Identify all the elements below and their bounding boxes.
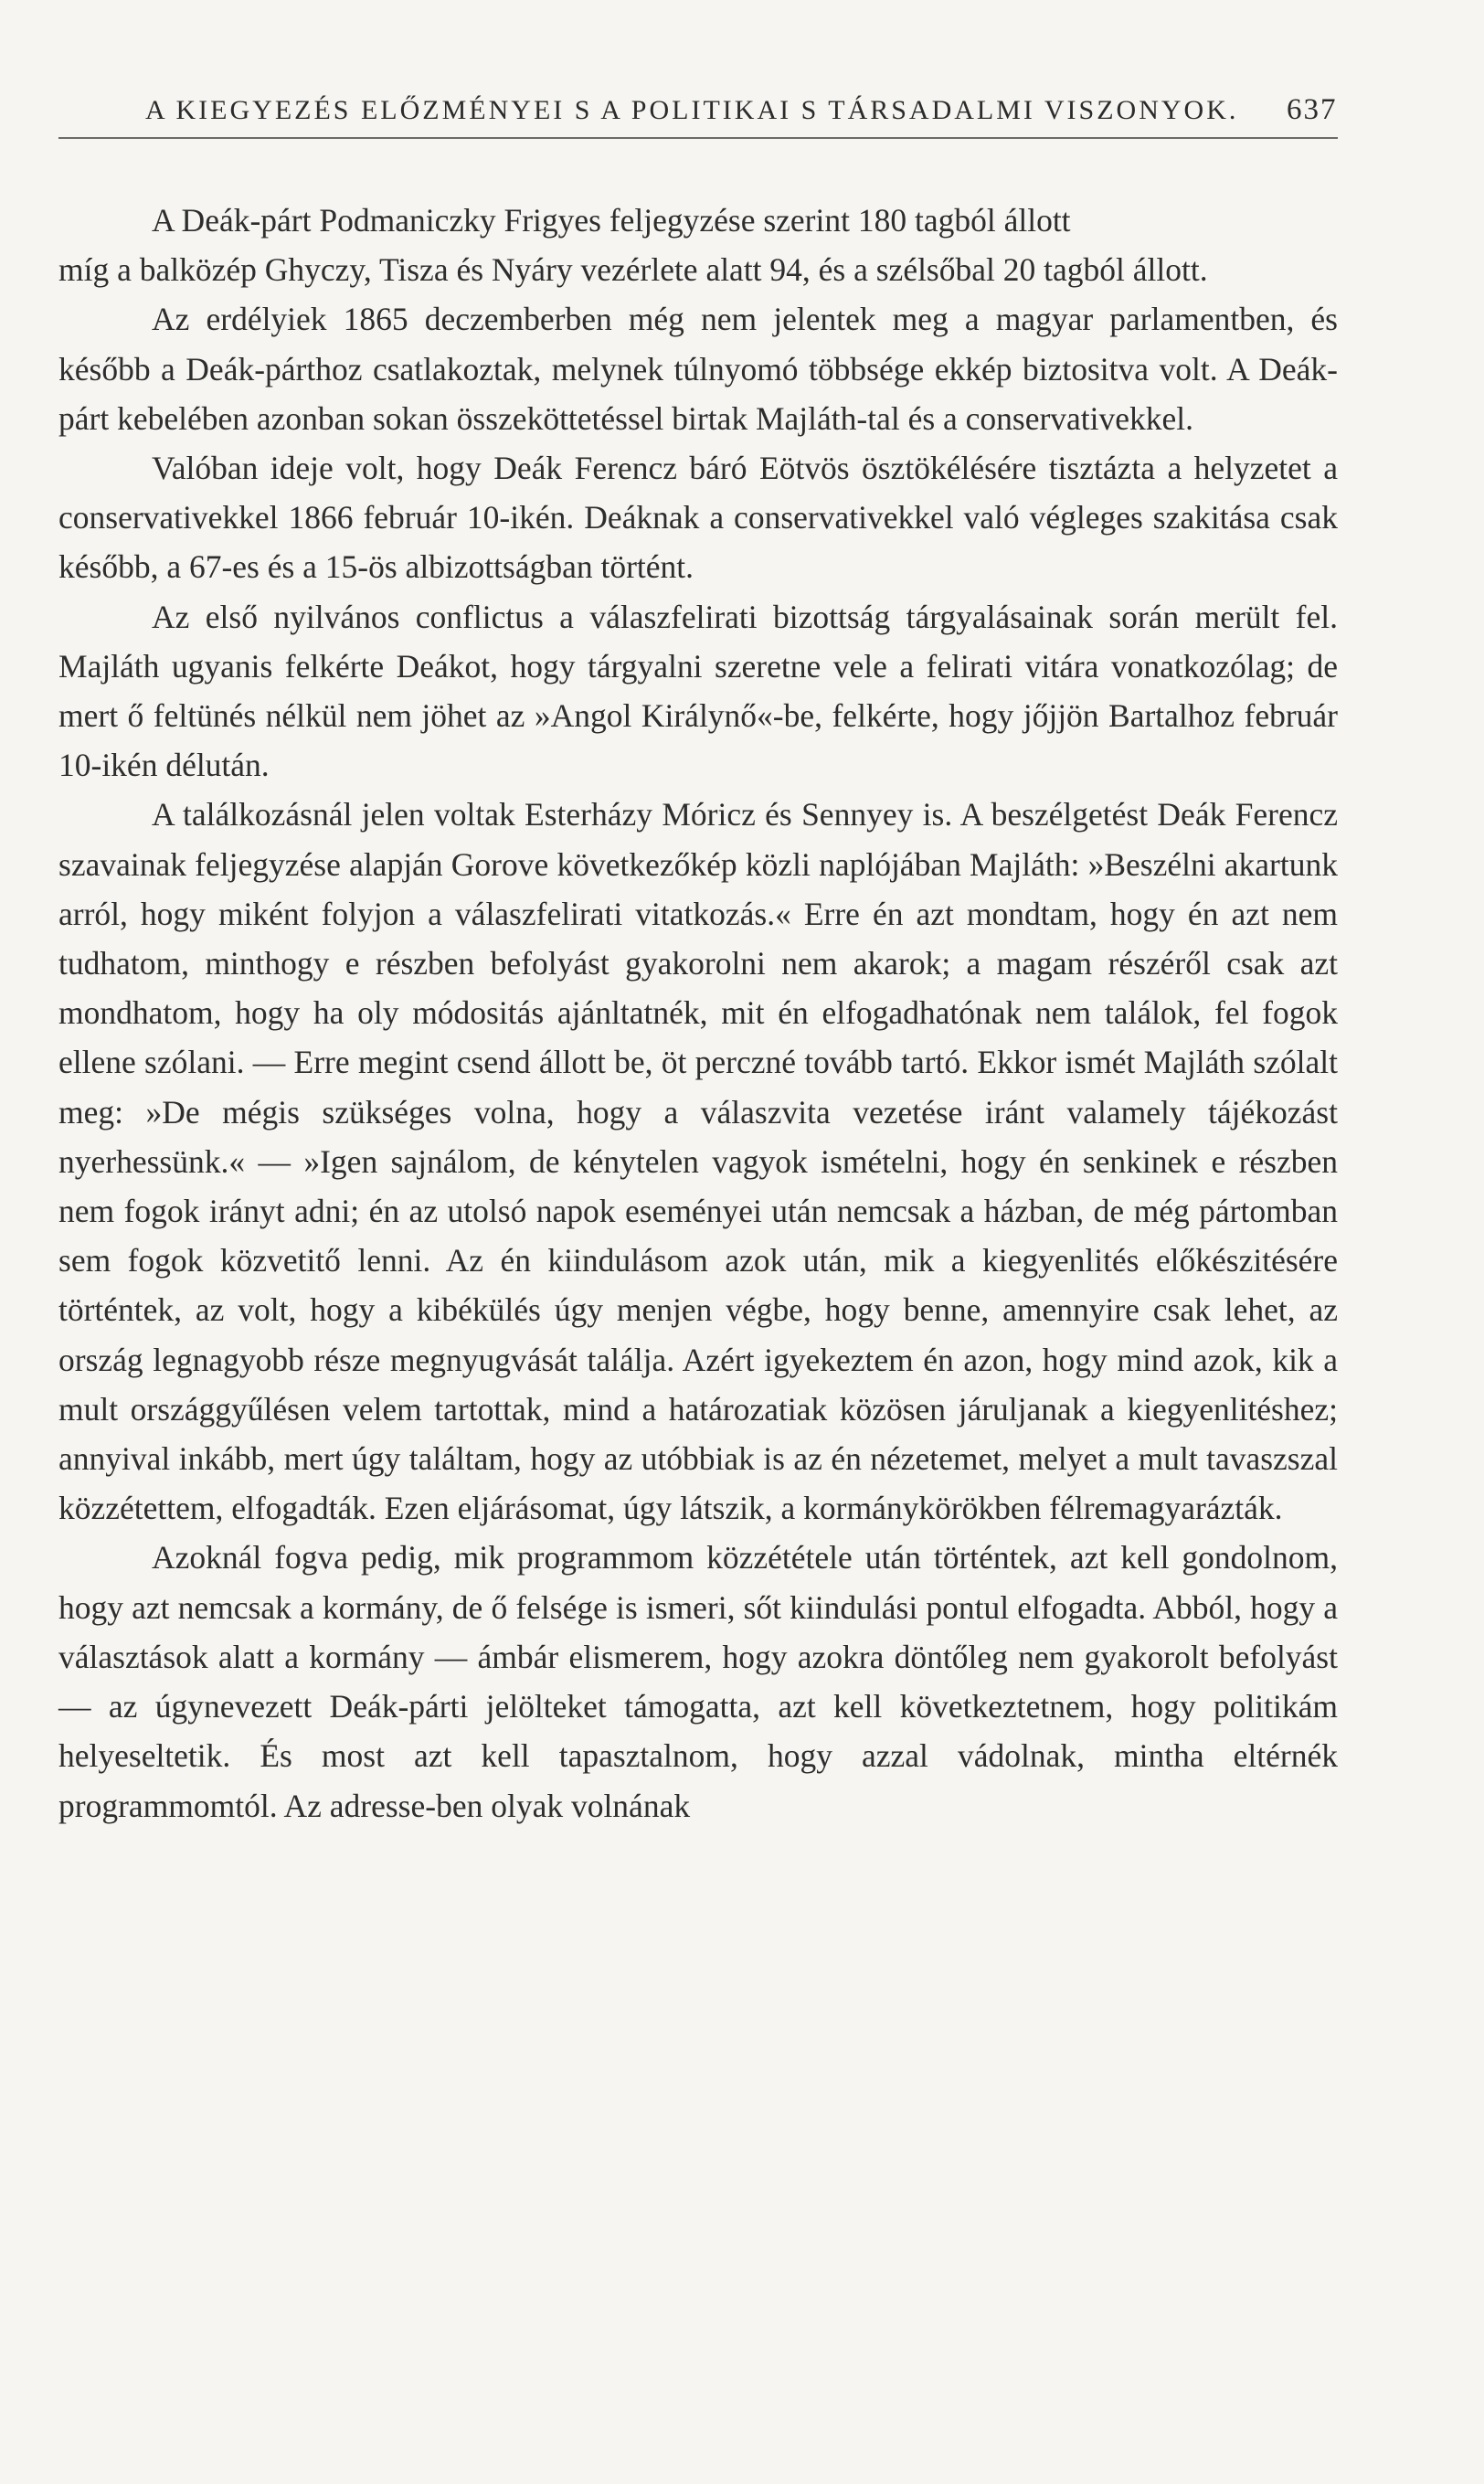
running-head: A KIEGYEZÉS ELŐZMÉNYEI S A POLITIKAI S TÁRSADALMI VISZONYOK. (145, 95, 1239, 125)
paragraph-4: Valóban ideje volt, hogy Deák Ferencz báró Eötvös ösztökélésére tisztázta a helyzetet a conservativekkel 1866 február 10-ikén. Deáknak a conservativekkel való végleges szakitása csak később, a 67-es és a 15-ös albizottságban történt. (58, 450, 1338, 586)
header-rule (58, 137, 1338, 139)
paragraph-1: A Deák-párt Podmaniczky Frigyes feljegyzése szerint 180 tagból állott (152, 202, 1071, 239)
paragraph-2: míg a balközép Ghyczy, Tisza és Nyáry vezérlete alatt 94, és a szélsőbal 20 tagból állott. (58, 251, 1208, 289)
paragraph-5: Az első nyilvános conflictus a válaszfelirati bizottság tárgyalásainak során merült fel. Majláth ugyanis felkérte Deákot, hogy tárgyalni szeretne vele a felirati vitára vonatkozólag; de mert ő feltünés nélkül nem jöhet az »Angol Királynő«-be, felkérte, hogy jőjjön Bartalhoz február 10-ikén délután. (58, 598, 1338, 784)
paragraph-6: A találkozásnál jelen voltak Esterházy Móricz és Sennyey is. A beszélgetést Deák Ferencz szavainak feljegyzése alapján Gorove következőkép közli naplójában Majláth: »Beszélni akartunk arról, hogy miként folyjon a válaszfelirati vitatkozás.« Erre én azt mondtam, hogy én azt nem tudhatom, minthogy e részben befolyást gyakorolni nem akarok; a magam részéről csak azt mondhatom, hogy ha oly módositás ajánltatnék, mit én elfogadhatónak nem találok, fel fogok ellene szólani. — Erre megint csend állott be, öt perczné tovább tartó. Ekkor ismét Majláth szólalt meg: »De mégis szükséges volna, hogy a válaszvita vezetése iránt valamely tájékozást nyerhessünk.« — »Igen sajnálom, de kénytelen vagyok ismételni, hogy én senkinek e részben nem fogok irányt adni; én az utolsó napok eseményei után nemcsak a házban, de még pártomban sem fogok közvetitő lenni. Az én kiindulásom azok után, mik a kiegyenlités előkészitésére történtek, az volt, hogy a kibékülés úgy menjen végbe, hogy benne, amennyire csak lehet, az ország legnagyobb része megnyugvását találja. Azért igyekeztem én azon, hogy mind azok, kik a mult országgyűlésen velem tartottak, mind a határozatiak közösen járuljanak a kiegyenlitéshez; annyival inkább, mert úgy találtam, hogy az utóbbiak is az én nézetemet, melyet a mult tavaszszal közzétettem, elfogadták. Ezen eljárásomat, úgy látszik, a kormánykörökben félremagyarázták. (58, 796, 1338, 1527)
body-text (58, 196, 1338, 1831)
paragraph-3: Az erdélyiek 1865 deczemberben még nem jelentek meg a magyar parlamentben, és később a Deák-párthoz csatlakoztak, melynek túlnyomó többsége ekkép biztositva volt. A Deák-párt kebelében azonban sokan összeköttetéssel birtak Majláth-tal és a conservativekkel. (58, 301, 1338, 437)
paragraph-7: Azoknál fogva pedig, mik programmom közzététele után történtek, azt kell gondolnom, hogy azt nemcsak a kormány, de ő felsége is ismeri, sőt kiindulási pontul elfogadta. Abból, hogy a választások alatt a kormány — ámbár elismerem, hogy azokra döntőleg nem gyakorolt befolyást — az úgynevezett Deák-párti jelölteket támogatta, azt kell következtetnem, hogy politikám helyeseltetik. És most azt kell tapasztalnom, hogy azzal vádolnak, mintha eltérnék programmomtól. Az adresse-ben olyak volnának (58, 1539, 1338, 1824)
page-number: 637 (1287, 93, 1338, 126)
page-header (58, 84, 1338, 139)
